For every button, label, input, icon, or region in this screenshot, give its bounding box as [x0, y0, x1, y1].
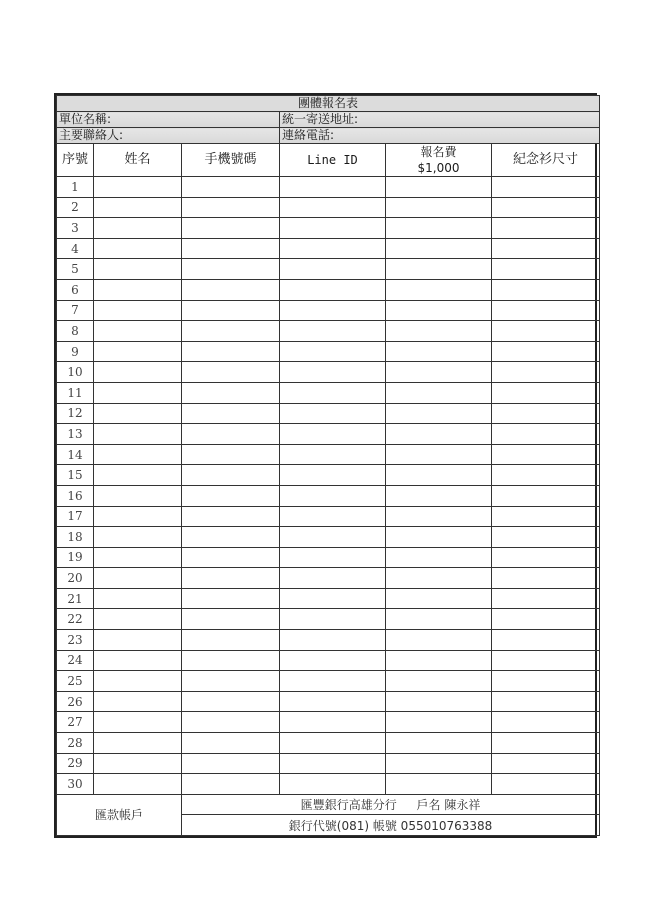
line-id-cell[interactable] — [280, 609, 386, 630]
header-mobile: 手機號碼 — [182, 144, 280, 177]
name-cell[interactable] — [94, 238, 182, 259]
row-number: 12 — [57, 403, 94, 424]
line-id-cell[interactable] — [280, 300, 386, 321]
unit-name-field[interactable]: 單位名稱: — [57, 112, 280, 128]
table-row — [57, 362, 600, 383]
table-row — [57, 609, 600, 630]
line-id-cell[interactable] — [280, 424, 386, 445]
shirt-size-cell[interactable] — [492, 403, 600, 424]
line-id-cell[interactable] — [280, 403, 386, 424]
mobile-cell[interactable] — [182, 609, 280, 630]
row-number: 7 — [57, 300, 94, 321]
mobile-cell[interactable] — [182, 424, 280, 445]
line-id-cell[interactable] — [280, 691, 386, 712]
table-row — [57, 527, 600, 548]
header-fee-amount: $1,000 — [417, 161, 460, 175]
shirt-size-cell[interactable] — [492, 485, 600, 506]
shirt-size-cell[interactable] — [492, 382, 600, 403]
mobile-cell[interactable] — [182, 753, 280, 774]
row-number: 16 — [57, 485, 94, 506]
account-number-line: 銀行代號(081) 帳號 055010763388 — [182, 815, 600, 836]
shirt-size-cell[interactable] — [492, 774, 600, 795]
fee-cell[interactable] — [386, 568, 492, 589]
shirt-size-cell[interactable] — [492, 465, 600, 486]
row-number: 1 — [57, 177, 94, 198]
shirt-size-cell[interactable] — [492, 588, 600, 609]
shirt-size-cell[interactable] — [492, 259, 600, 280]
line-id-cell[interactable] — [280, 382, 386, 403]
name-cell[interactable] — [94, 691, 182, 712]
address-field[interactable]: 統一寄送地址: — [280, 112, 600, 128]
table-row — [57, 259, 600, 280]
fee-cell[interactable] — [386, 671, 492, 692]
fee-cell[interactable] — [386, 630, 492, 651]
shirt-size-cell[interactable] — [492, 197, 600, 218]
line-id-cell[interactable] — [280, 238, 386, 259]
mobile-cell[interactable] — [182, 774, 280, 795]
row-number: 20 — [57, 568, 94, 589]
row-number: 11 — [57, 382, 94, 403]
fee-cell[interactable] — [386, 733, 492, 754]
table-row — [57, 238, 600, 259]
header-shirt-size: 紀念衫尺寸 — [492, 144, 600, 177]
shirt-size-cell[interactable] — [492, 568, 600, 589]
mobile-cell[interactable] — [182, 279, 280, 300]
table-row — [57, 568, 600, 589]
line-id-cell[interactable] — [280, 547, 386, 568]
shirt-size-cell[interactable] — [492, 712, 600, 733]
table-row — [57, 671, 600, 692]
table-row — [57, 444, 600, 465]
shirt-size-cell[interactable] — [492, 424, 600, 445]
header-fee — [386, 144, 492, 177]
row-number: 4 — [57, 238, 94, 259]
registration-table — [56, 95, 600, 836]
table-row — [57, 733, 600, 754]
row-number: 3 — [57, 218, 94, 239]
mobile-cell[interactable] — [182, 238, 280, 259]
name-cell[interactable] — [94, 733, 182, 754]
name-cell[interactable] — [94, 485, 182, 506]
row-number: 6 — [57, 279, 94, 300]
fee-cell[interactable] — [386, 403, 492, 424]
fee-cell[interactable] — [386, 197, 492, 218]
line-id-cell[interactable] — [280, 279, 386, 300]
name-cell[interactable] — [94, 630, 182, 651]
mobile-cell[interactable] — [182, 362, 280, 383]
line-id-cell[interactable] — [280, 218, 386, 239]
line-id-cell[interactable] — [280, 485, 386, 506]
registration-form — [54, 93, 597, 838]
mobile-cell[interactable] — [182, 197, 280, 218]
table-row — [57, 403, 600, 424]
line-id-cell[interactable] — [280, 506, 386, 527]
shirt-size-cell[interactable] — [492, 609, 600, 630]
fee-cell[interactable] — [386, 177, 492, 198]
shirt-size-cell[interactable] — [492, 362, 600, 383]
header-fee-label: 報名費 — [420, 145, 457, 159]
fee-cell[interactable] — [386, 527, 492, 548]
shirt-size-cell[interactable] — [492, 341, 600, 362]
mobile-cell[interactable] — [182, 382, 280, 403]
row-number: 28 — [57, 733, 94, 754]
mobile-cell[interactable] — [182, 712, 280, 733]
table-row — [57, 712, 600, 733]
name-cell[interactable] — [94, 609, 182, 630]
row-number: 8 — [57, 321, 94, 342]
fee-cell[interactable] — [386, 485, 492, 506]
table-row — [57, 650, 600, 671]
name-cell[interactable] — [94, 568, 182, 589]
line-id-cell[interactable] — [280, 465, 386, 486]
mobile-cell[interactable] — [182, 527, 280, 548]
fee-cell[interactable] — [386, 650, 492, 671]
shirt-size-cell[interactable] — [492, 300, 600, 321]
mobile-cell[interactable] — [182, 691, 280, 712]
table-row — [57, 691, 600, 712]
line-id-cell[interactable] — [280, 197, 386, 218]
fee-cell[interactable] — [386, 300, 492, 321]
line-id-cell[interactable] — [280, 341, 386, 362]
name-cell[interactable] — [94, 403, 182, 424]
table-row — [57, 382, 600, 403]
fee-cell[interactable] — [386, 341, 492, 362]
name-cell[interactable] — [94, 650, 182, 671]
name-cell[interactable] — [94, 300, 182, 321]
shirt-size-cell[interactable] — [492, 321, 600, 342]
shirt-size-cell[interactable] — [492, 218, 600, 239]
mobile-cell[interactable] — [182, 588, 280, 609]
table-row — [57, 279, 600, 300]
row-number: 30 — [57, 774, 94, 795]
row-number: 14 — [57, 444, 94, 465]
holder-name: 陳永祥 — [444, 798, 481, 813]
table-row — [57, 506, 600, 527]
name-cell[interactable] — [94, 547, 182, 568]
fee-cell[interactable] — [386, 547, 492, 568]
row-number: 5 — [57, 259, 94, 280]
name-cell[interactable] — [94, 382, 182, 403]
account-holder — [409, 798, 489, 812]
mobile-cell[interactable] — [182, 444, 280, 465]
shirt-size-cell[interactable] — [492, 691, 600, 712]
header-seq: 序號 — [57, 144, 94, 177]
header-name: 姓名 — [94, 144, 182, 177]
shirt-size-cell[interactable] — [492, 527, 600, 548]
row-number: 29 — [57, 753, 94, 774]
fee-cell[interactable] — [386, 506, 492, 527]
mobile-cell[interactable] — [182, 218, 280, 239]
name-cell[interactable] — [94, 424, 182, 445]
contact-field[interactable]: 主要聯絡人: — [57, 128, 280, 144]
name-cell[interactable] — [94, 259, 182, 280]
mobile-cell[interactable] — [182, 568, 280, 589]
shirt-size-cell[interactable] — [492, 733, 600, 754]
table-row — [57, 218, 600, 239]
fee-cell[interactable] — [386, 712, 492, 733]
fee-cell[interactable] — [386, 588, 492, 609]
header-line-id: Line ID — [280, 144, 386, 177]
name-cell[interactable] — [94, 774, 182, 795]
shirt-size-cell[interactable] — [492, 671, 600, 692]
table-row — [57, 300, 600, 321]
mobile-cell[interactable] — [182, 259, 280, 280]
participant-rows — [57, 177, 600, 795]
name-cell[interactable] — [94, 753, 182, 774]
line-id-cell[interactable] — [280, 259, 386, 280]
shirt-size-cell[interactable] — [492, 177, 600, 198]
shirt-size-cell[interactable] — [492, 506, 600, 527]
shirt-size-cell[interactable] — [492, 547, 600, 568]
row-number: 26 — [57, 691, 94, 712]
line-id-cell[interactable] — [280, 362, 386, 383]
table-row — [57, 774, 600, 795]
mobile-cell[interactable] — [182, 671, 280, 692]
mobile-cell[interactable] — [182, 177, 280, 198]
fee-cell[interactable] — [386, 609, 492, 630]
fee-cell[interactable] — [386, 753, 492, 774]
mobile-cell[interactable] — [182, 485, 280, 506]
shirt-size-cell[interactable] — [492, 650, 600, 671]
table-row — [57, 630, 600, 651]
table-row — [57, 465, 600, 486]
name-cell[interactable] — [94, 671, 182, 692]
table-row — [57, 753, 600, 774]
fee-cell[interactable] — [386, 424, 492, 445]
name-cell[interactable] — [94, 506, 182, 527]
row-number: 23 — [57, 630, 94, 651]
form-title: 團體報名表 — [57, 96, 600, 112]
mobile-cell[interactable] — [182, 465, 280, 486]
name-cell[interactable] — [94, 177, 182, 198]
table-row — [57, 321, 600, 342]
row-number: 9 — [57, 341, 94, 362]
row-number: 17 — [57, 506, 94, 527]
phone-field[interactable]: 連絡電話: — [280, 128, 600, 144]
mobile-cell[interactable] — [182, 630, 280, 651]
name-cell[interactable] — [94, 197, 182, 218]
name-cell[interactable] — [94, 527, 182, 548]
line-id-cell[interactable] — [280, 444, 386, 465]
row-number: 27 — [57, 712, 94, 733]
row-number: 13 — [57, 424, 94, 445]
shirt-size-cell[interactable] — [492, 238, 600, 259]
fee-cell[interactable] — [386, 279, 492, 300]
holder-label: 戶名 — [416, 798, 441, 813]
mobile-cell[interactable] — [182, 506, 280, 527]
mobile-cell[interactable] — [182, 650, 280, 671]
shirt-size-cell[interactable] — [492, 279, 600, 300]
line-id-cell[interactable] — [280, 568, 386, 589]
row-number: 19 — [57, 547, 94, 568]
name-cell[interactable] — [94, 218, 182, 239]
name-cell[interactable] — [94, 465, 182, 486]
line-id-cell[interactable] — [280, 177, 386, 198]
name-cell[interactable] — [94, 712, 182, 733]
line-id-cell[interactable] — [280, 588, 386, 609]
table-row — [57, 197, 600, 218]
row-number: 21 — [57, 588, 94, 609]
name-cell[interactable] — [94, 588, 182, 609]
fee-cell[interactable] — [386, 691, 492, 712]
fee-cell[interactable] — [386, 362, 492, 383]
line-id-cell[interactable] — [280, 712, 386, 733]
mobile-cell[interactable] — [182, 341, 280, 362]
shirt-size-cell[interactable] — [492, 753, 600, 774]
fee-cell[interactable] — [386, 774, 492, 795]
line-id-cell[interactable] — [280, 671, 386, 692]
table-row — [57, 177, 600, 198]
table-row — [57, 424, 600, 445]
mobile-cell[interactable] — [182, 733, 280, 754]
fee-cell[interactable] — [386, 382, 492, 403]
fee-cell[interactable] — [386, 218, 492, 239]
fee-cell[interactable] — [386, 259, 492, 280]
mobile-cell[interactable] — [182, 403, 280, 424]
row-number: 25 — [57, 671, 94, 692]
shirt-size-cell[interactable] — [492, 444, 600, 465]
row-number: 24 — [57, 650, 94, 671]
row-number: 10 — [57, 362, 94, 383]
table-row — [57, 547, 600, 568]
mobile-cell[interactable] — [182, 300, 280, 321]
row-number: 15 — [57, 465, 94, 486]
fee-cell[interactable] — [386, 465, 492, 486]
payment-label: 匯款帳戶 — [57, 794, 182, 835]
line-id-cell[interactable] — [280, 774, 386, 795]
line-id-cell[interactable] — [280, 753, 386, 774]
mobile-cell[interactable] — [182, 547, 280, 568]
table-row — [57, 341, 600, 362]
name-cell[interactable] — [94, 321, 182, 342]
table-row — [57, 588, 600, 609]
shirt-size-cell[interactable] — [492, 630, 600, 651]
line-id-cell[interactable] — [280, 630, 386, 651]
mobile-cell[interactable] — [182, 321, 280, 342]
fee-cell[interactable] — [386, 444, 492, 465]
line-id-cell[interactable] — [280, 527, 386, 548]
line-id-cell[interactable] — [280, 733, 386, 754]
line-id-cell[interactable] — [280, 650, 386, 671]
line-id-cell[interactable] — [280, 321, 386, 342]
payment-bank-line — [182, 794, 600, 815]
name-cell[interactable] — [94, 279, 182, 300]
table-row — [57, 485, 600, 506]
row-number: 2 — [57, 197, 94, 218]
bank-name: 匯豐銀行高雄分行 — [300, 798, 397, 813]
name-cell[interactable] — [94, 444, 182, 465]
name-cell[interactable] — [94, 362, 182, 383]
fee-cell[interactable] — [386, 321, 492, 342]
row-number: 22 — [57, 609, 94, 630]
row-number: 18 — [57, 527, 94, 548]
name-cell[interactable] — [94, 341, 182, 362]
fee-cell[interactable] — [386, 238, 492, 259]
